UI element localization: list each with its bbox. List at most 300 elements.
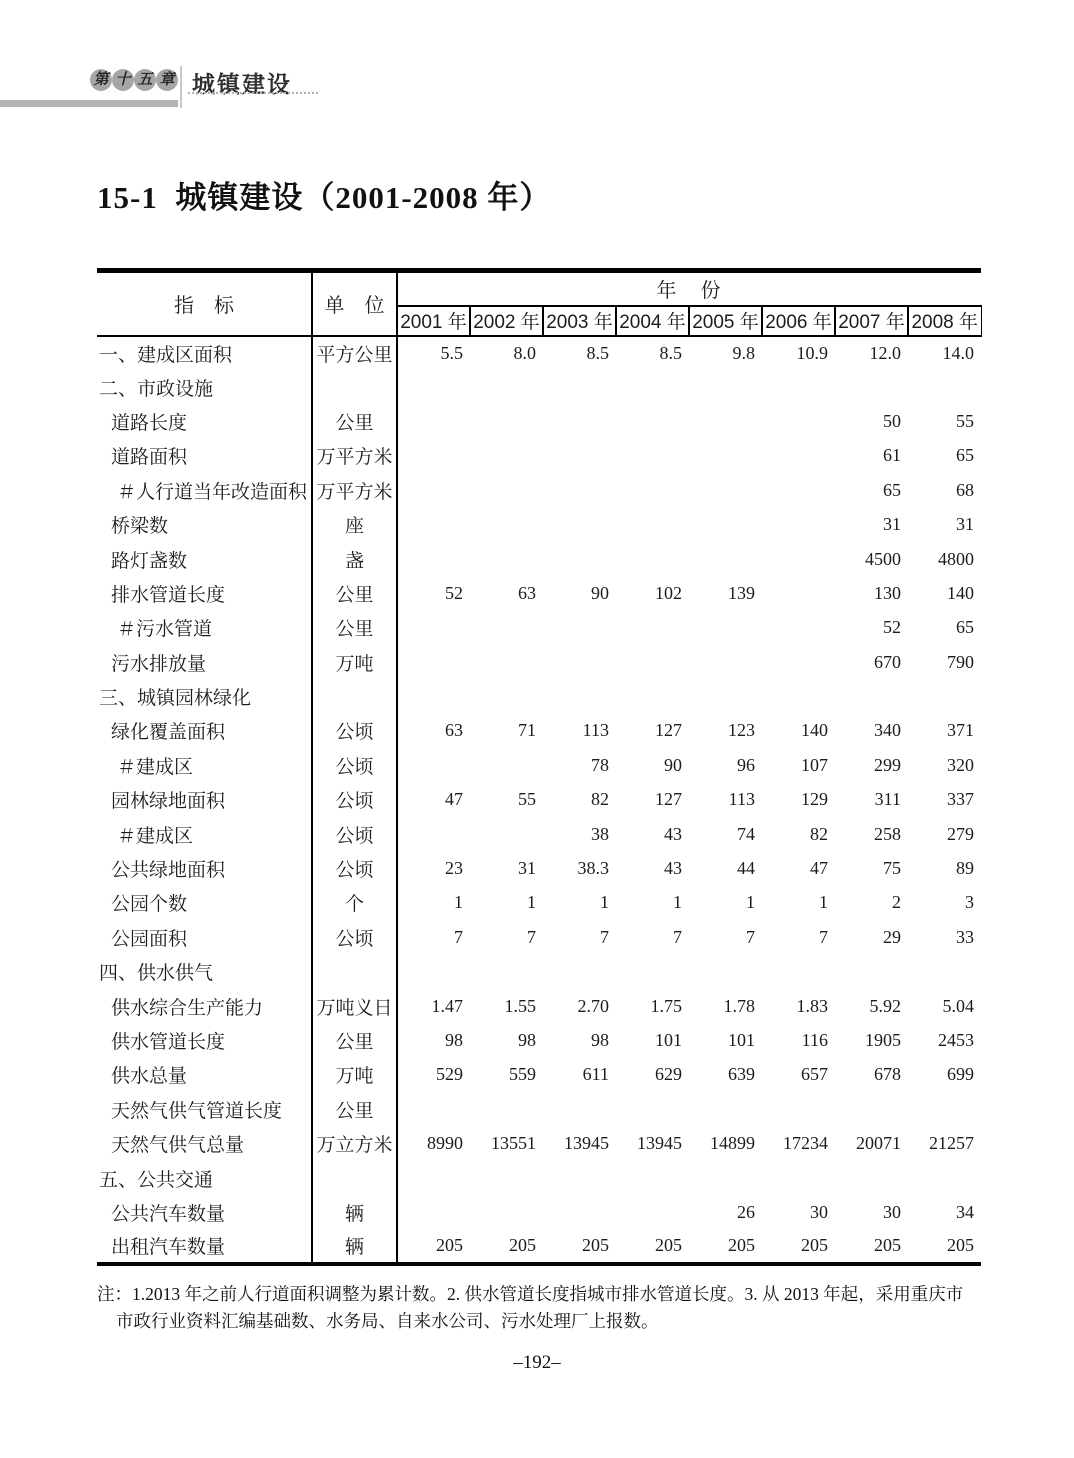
- value-cell: [543, 1092, 616, 1126]
- value-cell: [835, 1092, 908, 1126]
- value-cell: 4500: [865, 548, 901, 569]
- value-cell: [762, 370, 835, 404]
- chapter-badge: [90, 69, 178, 91]
- value-cell: 1: [673, 892, 682, 913]
- table-body: [97, 336, 981, 1265]
- value-cell: [762, 1161, 835, 1195]
- statistics-table: [97, 268, 982, 1266]
- value-cell: [689, 611, 762, 645]
- value-cell: 98: [591, 1030, 609, 1050]
- value-cell: 65: [883, 479, 901, 500]
- indicator-cell: 四、供水供气: [97, 955, 312, 989]
- value-cell: 2453: [938, 1030, 974, 1050]
- value-cell: 89: [956, 858, 974, 879]
- unit-cell: 万吨义日: [312, 989, 397, 1023]
- unit-cell: [312, 370, 397, 404]
- indicator-cell: 污水排放量: [97, 645, 312, 679]
- value-cell: [908, 1092, 981, 1126]
- value-cell: 13945: [637, 1133, 682, 1154]
- value-cell: 1.78: [723, 995, 755, 1016]
- value-cell: [543, 1161, 616, 1195]
- table-row: [97, 920, 981, 954]
- chapter-title: 城镇建设: [192, 71, 292, 97]
- indicator-cell: 道路面积: [97, 439, 312, 473]
- value-cell: 670: [874, 651, 901, 672]
- unit-cell: 公顷: [312, 817, 397, 851]
- value-cell: 17234: [783, 1133, 828, 1154]
- value-cell: 82: [810, 823, 828, 844]
- value-cell: 14899: [710, 1133, 755, 1154]
- value-cell: [397, 645, 470, 679]
- value-cell: [470, 542, 543, 576]
- value-cell: [543, 507, 616, 541]
- value-cell: [689, 679, 762, 713]
- indicator-cell: 二、市政设施: [97, 370, 312, 404]
- value-cell: [762, 439, 835, 473]
- value-cell: 107: [801, 754, 828, 775]
- value-cell: [762, 1092, 835, 1126]
- value-cell: 3: [965, 892, 974, 913]
- value-cell: 31: [956, 514, 974, 535]
- value-cell: 90: [664, 754, 682, 775]
- indicator-cell: 五、公共交通: [97, 1161, 312, 1195]
- table-row: [97, 1230, 981, 1264]
- value-cell: 7: [673, 926, 682, 947]
- chapter-header-gray-bar: [0, 100, 178, 107]
- value-cell: 140: [947, 582, 974, 603]
- value-cell: [543, 1195, 616, 1229]
- table-header: [97, 271, 981, 336]
- value-cell: [616, 679, 689, 713]
- value-cell: [397, 955, 470, 989]
- chapter-title-dotted-underline: [188, 92, 318, 94]
- value-cell: 102: [655, 582, 682, 603]
- unit-cell: 公顷: [312, 714, 397, 748]
- value-cell: 1: [746, 892, 755, 913]
- table-row: [97, 748, 981, 782]
- col-header-year-2004: 2004 年: [616, 306, 689, 336]
- value-cell: 30: [810, 1201, 828, 1222]
- table-row: [97, 542, 981, 576]
- indicator-cell: 路灯盏数: [97, 542, 312, 576]
- value-cell: [689, 955, 762, 989]
- value-cell: 678: [874, 1064, 901, 1085]
- value-cell: [908, 370, 981, 404]
- value-cell: 1905: [865, 1030, 901, 1050]
- value-cell: 74: [737, 823, 755, 844]
- indicator-cell: 公园个数: [97, 886, 312, 920]
- value-cell: 31: [883, 514, 901, 535]
- value-cell: [616, 507, 689, 541]
- value-cell: [397, 679, 470, 713]
- value-cell: [616, 1161, 689, 1195]
- value-cell: 1.83: [796, 995, 828, 1016]
- value-cell: [689, 370, 762, 404]
- value-cell: 13945: [564, 1133, 609, 1154]
- value-cell: [762, 645, 835, 679]
- value-cell: 82: [591, 789, 609, 810]
- unit-cell: [312, 1161, 397, 1195]
- unit-cell: 公顷: [312, 783, 397, 817]
- value-cell: [689, 1092, 762, 1126]
- value-cell: [470, 1092, 543, 1126]
- value-cell: 113: [728, 789, 755, 810]
- value-cell: [689, 1161, 762, 1195]
- value-cell: 34: [956, 1201, 974, 1222]
- unit-cell: 公顷: [312, 851, 397, 885]
- value-cell: 123: [728, 720, 755, 741]
- value-cell: [908, 679, 981, 713]
- value-cell: [762, 955, 835, 989]
- unit-cell: 万吨: [312, 645, 397, 679]
- value-cell: 101: [728, 1030, 755, 1050]
- value-cell: 8.5: [659, 342, 682, 363]
- table-row: [97, 1161, 981, 1195]
- value-cell: 2: [892, 892, 901, 913]
- value-cell: [470, 748, 543, 782]
- value-cell: 1.47: [431, 995, 463, 1016]
- col-header-year-2003: 2003 年: [543, 306, 616, 336]
- col-header-year-2002: 2002 年: [470, 306, 543, 336]
- value-cell: [616, 404, 689, 438]
- value-cell: 30: [883, 1201, 901, 1222]
- indicator-cell: ＃人行道当年改造面积: [97, 473, 312, 507]
- indicator-cell: 道路长度: [97, 404, 312, 438]
- indicator-cell: 园林绿地面积: [97, 783, 312, 817]
- table-row: [97, 851, 981, 885]
- value-cell: 75: [883, 858, 901, 879]
- col-header-year-2008: 2008 年: [908, 306, 981, 336]
- page-number: –192–: [513, 1352, 561, 1373]
- value-cell: 1: [819, 892, 828, 913]
- value-cell: 7: [746, 926, 755, 947]
- value-cell: 52: [445, 582, 463, 603]
- value-cell: 98: [445, 1030, 463, 1050]
- indicator-cell: 公共绿地面积: [97, 851, 312, 885]
- unit-cell: 万立方米: [312, 1126, 397, 1160]
- unit-cell: [312, 679, 397, 713]
- indicator-cell: 公共汽车数量: [97, 1195, 312, 1229]
- value-cell: [470, 404, 543, 438]
- value-cell: 611: [582, 1064, 609, 1085]
- value-cell: [397, 542, 470, 576]
- value-cell: [908, 955, 981, 989]
- unit-cell: 公里: [312, 1092, 397, 1126]
- value-cell: [616, 370, 689, 404]
- value-cell: 38: [591, 823, 609, 844]
- value-cell: [762, 611, 835, 645]
- value-cell: 1: [527, 892, 536, 913]
- value-cell: 113: [582, 720, 609, 741]
- unit-cell: 辆: [312, 1230, 397, 1264]
- value-cell: [689, 439, 762, 473]
- col-header-year-group: 年 份: [397, 271, 981, 306]
- value-cell: 129: [801, 789, 828, 810]
- unit-cell: 辆: [312, 1195, 397, 1229]
- value-cell: [762, 473, 835, 507]
- value-cell: 29: [883, 926, 901, 947]
- value-cell: 205: [436, 1235, 463, 1256]
- value-cell: [762, 679, 835, 713]
- col-header-year-2007: 2007 年: [835, 306, 908, 336]
- value-cell: 14.0: [942, 342, 974, 363]
- value-cell: 23: [445, 858, 463, 879]
- value-cell: 139: [728, 582, 755, 603]
- value-cell: 26: [737, 1201, 755, 1222]
- indicator-cell: 出租汽车数量: [97, 1230, 312, 1264]
- value-cell: [470, 473, 543, 507]
- value-cell: [470, 507, 543, 541]
- value-cell: [835, 1161, 908, 1195]
- table-row: [97, 783, 981, 817]
- value-cell: 205: [582, 1235, 609, 1256]
- value-cell: 90: [591, 582, 609, 603]
- value-cell: [397, 404, 470, 438]
- value-cell: 337: [947, 789, 974, 810]
- indicator-cell: 公园面积: [97, 920, 312, 954]
- value-cell: 20071: [856, 1133, 901, 1154]
- indicator-cell: 天然气供气管道长度: [97, 1092, 312, 1126]
- value-cell: 7: [819, 926, 828, 947]
- value-cell: [616, 439, 689, 473]
- value-cell: 311: [874, 789, 901, 810]
- value-cell: 205: [655, 1235, 682, 1256]
- value-cell: 7: [600, 926, 609, 947]
- value-cell: [397, 1161, 470, 1195]
- value-cell: [470, 1195, 543, 1229]
- value-cell: 43: [664, 858, 682, 879]
- indicator-cell: 供水总量: [97, 1058, 312, 1092]
- value-cell: 21257: [929, 1133, 974, 1154]
- value-cell: 1.75: [650, 995, 682, 1016]
- value-cell: 96: [737, 754, 755, 775]
- value-cell: 55: [518, 789, 536, 810]
- header-row-group: [97, 271, 981, 306]
- value-cell: 98: [518, 1030, 536, 1050]
- value-cell: [689, 404, 762, 438]
- unit-cell: 公里: [312, 576, 397, 610]
- value-cell: 52: [883, 617, 901, 638]
- unit-cell: 万吨: [312, 1058, 397, 1092]
- unit-cell: 万平方米: [312, 439, 397, 473]
- indicator-cell: 天然气供气总量: [97, 1126, 312, 1160]
- value-cell: 205: [947, 1235, 974, 1256]
- value-cell: 320: [947, 754, 974, 775]
- table-row: [97, 370, 981, 404]
- unit-cell: [312, 955, 397, 989]
- value-cell: [470, 1161, 543, 1195]
- value-cell: [397, 1195, 470, 1229]
- table-row: [97, 473, 981, 507]
- value-cell: 205: [728, 1235, 755, 1256]
- table-row: [97, 645, 981, 679]
- indicator-cell: ＃建成区: [97, 748, 312, 782]
- unit-cell: 公里: [312, 611, 397, 645]
- value-cell: 33: [956, 926, 974, 947]
- value-cell: [397, 611, 470, 645]
- col-header-year-2001: 2001 年: [397, 306, 470, 336]
- value-cell: [470, 645, 543, 679]
- value-cell: [835, 955, 908, 989]
- value-cell: 559: [509, 1064, 536, 1085]
- table-row: [97, 1058, 981, 1092]
- value-cell: 790: [947, 651, 974, 672]
- value-cell: [762, 576, 835, 610]
- value-cell: [616, 645, 689, 679]
- chapter-badge-char: 章: [156, 69, 178, 91]
- value-cell: 205: [801, 1235, 828, 1256]
- value-cell: 127: [655, 720, 682, 741]
- value-cell: [543, 473, 616, 507]
- value-cell: 63: [445, 720, 463, 741]
- value-cell: [397, 748, 470, 782]
- table-row: [97, 1092, 981, 1126]
- indicator-cell: ＃污水管道: [97, 611, 312, 645]
- value-cell: [616, 1092, 689, 1126]
- indicator-cell: 一、建成区面积: [97, 336, 312, 370]
- value-cell: 8.5: [586, 342, 609, 363]
- value-cell: [543, 611, 616, 645]
- value-cell: 371: [947, 720, 974, 741]
- value-cell: 140: [801, 720, 828, 741]
- value-cell: 55: [956, 410, 974, 431]
- value-cell: [543, 404, 616, 438]
- value-cell: [470, 611, 543, 645]
- value-cell: 5.04: [942, 995, 974, 1016]
- indicator-cell: 供水综合生产能力: [97, 989, 312, 1023]
- value-cell: 50: [883, 410, 901, 431]
- value-cell: [689, 542, 762, 576]
- value-cell: [470, 679, 543, 713]
- table-row: [97, 507, 981, 541]
- table-row: [97, 404, 981, 438]
- value-cell: [470, 439, 543, 473]
- table-row: [97, 679, 981, 713]
- value-cell: [908, 1161, 981, 1195]
- value-cell: 78: [591, 754, 609, 775]
- value-cell: 279: [947, 823, 974, 844]
- value-cell: 116: [801, 1030, 828, 1050]
- value-cell: 639: [728, 1064, 755, 1085]
- value-cell: 1: [600, 892, 609, 913]
- value-cell: 31: [518, 858, 536, 879]
- value-cell: [470, 817, 543, 851]
- note-line-2: 市政行业资料汇编基础数、水务局、自来水公司、污水处理厂上报数。: [116, 1311, 659, 1331]
- value-cell: 47: [445, 789, 463, 810]
- value-cell: [762, 542, 835, 576]
- value-cell: [616, 473, 689, 507]
- table-row: [97, 817, 981, 851]
- value-cell: 68: [956, 479, 974, 500]
- value-cell: 38.3: [577, 858, 609, 879]
- table-note: [97, 1281, 981, 1335]
- chapter-badge-char: 五: [134, 69, 156, 91]
- value-cell: 130: [874, 582, 901, 603]
- value-cell: 205: [874, 1235, 901, 1256]
- value-cell: 340: [874, 720, 901, 741]
- value-cell: [689, 507, 762, 541]
- indicator-cell: ＃建成区: [97, 817, 312, 851]
- page-title: 15-1 城镇建设（2001-2008 年）: [97, 180, 552, 215]
- value-cell: [397, 817, 470, 851]
- chapter-badge-char: 十: [112, 69, 134, 91]
- value-cell: [470, 955, 543, 989]
- value-cell: 61: [883, 445, 901, 466]
- value-cell: [835, 370, 908, 404]
- unit-cell: 公顷: [312, 748, 397, 782]
- value-cell: 71: [518, 720, 536, 741]
- value-cell: [689, 645, 762, 679]
- unit-cell: 万平方米: [312, 473, 397, 507]
- unit-cell: 个: [312, 886, 397, 920]
- value-cell: 205: [509, 1235, 536, 1256]
- table-row: [97, 336, 981, 370]
- value-cell: [543, 439, 616, 473]
- value-cell: 1: [454, 892, 463, 913]
- value-cell: [543, 679, 616, 713]
- value-cell: [616, 955, 689, 989]
- value-cell: 7: [454, 926, 463, 947]
- table-row: [97, 1126, 981, 1160]
- value-cell: [543, 955, 616, 989]
- value-cell: [689, 473, 762, 507]
- value-cell: 44: [737, 858, 755, 879]
- unit-cell: 平方公里: [312, 336, 397, 370]
- value-cell: 65: [956, 617, 974, 638]
- unit-cell: 公顷: [312, 920, 397, 954]
- indicator-cell: 桥梁数: [97, 507, 312, 541]
- table-row: [97, 886, 981, 920]
- unit-cell: 座: [312, 507, 397, 541]
- unit-cell: 公里: [312, 1023, 397, 1057]
- value-cell: 8990: [427, 1133, 463, 1154]
- chapter-badge-char: 第: [90, 69, 112, 91]
- indicator-cell: 三、城镇园林绿化: [97, 679, 312, 713]
- table-row: [97, 611, 981, 645]
- value-cell: 4800: [938, 548, 974, 569]
- value-cell: 7: [527, 926, 536, 947]
- chapter-header-divider: [180, 66, 182, 108]
- value-cell: [835, 679, 908, 713]
- value-cell: 127: [655, 789, 682, 810]
- indicator-cell: 绿化覆盖面积: [97, 714, 312, 748]
- table-row: [97, 955, 981, 989]
- value-cell: [397, 473, 470, 507]
- value-cell: 629: [655, 1064, 682, 1085]
- value-cell: [543, 645, 616, 679]
- value-cell: [762, 404, 835, 438]
- value-cell: 529: [436, 1064, 463, 1085]
- col-header-indicator: 指 标: [97, 271, 312, 336]
- table-row: [97, 439, 981, 473]
- value-cell: 47: [810, 858, 828, 879]
- value-cell: 5.5: [440, 342, 463, 363]
- value-cell: [397, 1092, 470, 1126]
- value-cell: [397, 370, 470, 404]
- value-cell: 10.9: [796, 342, 828, 363]
- value-cell: 699: [947, 1064, 974, 1085]
- value-cell: 101: [655, 1030, 682, 1050]
- value-cell: 5.92: [869, 995, 901, 1016]
- note-line-1: 注：1.2013 年之前人行道面积调整为累计数。2. 供水管道长度指城市排水管道长度。3. 从 2013 年起，采用重庆市: [97, 1284, 964, 1304]
- indicator-cell: 排水管道长度: [97, 576, 312, 610]
- table-row: [97, 1023, 981, 1057]
- value-cell: [616, 1195, 689, 1229]
- value-cell: 13551: [491, 1133, 536, 1154]
- table-row: [97, 714, 981, 748]
- value-cell: 12.0: [869, 342, 901, 363]
- value-cell: 657: [801, 1064, 828, 1085]
